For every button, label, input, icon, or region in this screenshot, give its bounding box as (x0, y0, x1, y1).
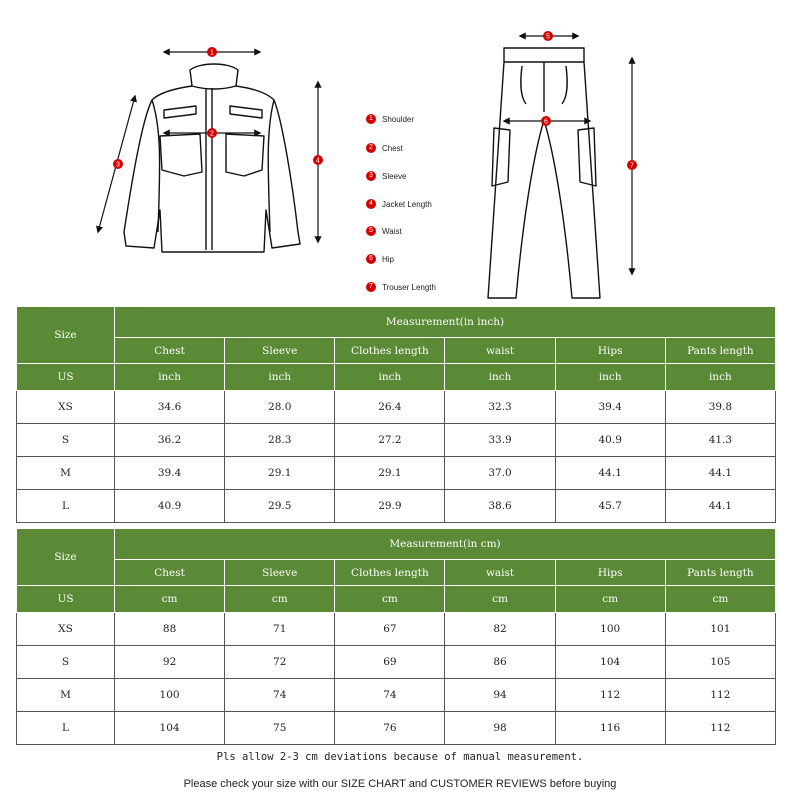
value-cell: 112 (665, 712, 775, 745)
size-cell: L (17, 490, 115, 523)
table-row (17, 613, 776, 646)
size-table-cm (16, 528, 776, 745)
column-header: Hips (555, 560, 665, 586)
column-header: waist (445, 338, 555, 364)
value-cell: 67 (335, 613, 445, 646)
legend-item-jacket-length: 4 Jacket Length (366, 197, 432, 211)
table-row (17, 457, 776, 490)
column-header: Chest (115, 560, 225, 586)
value-cell: 69 (335, 646, 445, 679)
size-table-inch (16, 306, 776, 523)
value-cell: 100 (555, 613, 665, 646)
value-cell: 44.1 (665, 457, 775, 490)
value-cell: 36.2 (115, 424, 225, 457)
size-cell: S (17, 424, 115, 457)
value-cell: 74 (225, 679, 335, 712)
value-cell: 29.1 (335, 457, 445, 490)
value-cell: 116 (555, 712, 665, 745)
unit-cell: inch (335, 364, 445, 391)
value-cell: 34.6 (115, 391, 225, 424)
value-cell: 29.5 (225, 490, 335, 523)
marker-trouser-length (627, 160, 637, 170)
size-cell: M (17, 457, 115, 490)
value-cell: 45.7 (555, 490, 665, 523)
measurement-title: Measurement(in cm) (115, 529, 776, 560)
unit-cell: inch (115, 364, 225, 391)
unit-label: US (17, 586, 115, 613)
unit-cell: inch (445, 364, 555, 391)
value-cell: 40.9 (555, 424, 665, 457)
value-cell: 112 (555, 679, 665, 712)
svg-text:7: 7 (630, 162, 634, 170)
measurement-title: Measurement(in inch) (115, 307, 776, 338)
unit-cell: cm (225, 586, 335, 613)
value-cell: 74 (335, 679, 445, 712)
value-cell: 98 (445, 712, 555, 745)
marker-sleeve (113, 159, 123, 169)
value-cell: 29.9 (335, 490, 445, 523)
value-cell: 112 (665, 679, 775, 712)
unit-cell: inch (665, 364, 775, 391)
value-cell: 88 (115, 613, 225, 646)
measurement-legend (366, 112, 476, 296)
value-cell: 94 (445, 679, 555, 712)
table-row (17, 646, 776, 679)
value-cell: 104 (555, 646, 665, 679)
value-cell: 101 (665, 613, 775, 646)
value-cell: 39.4 (555, 391, 665, 424)
unit-cell: inch (555, 364, 665, 391)
column-header: Clothes length (335, 560, 445, 586)
legend-item-shoulder: 1 Shoulder (366, 112, 414, 126)
marker-chest (207, 128, 217, 138)
unit-cell: cm (445, 586, 555, 613)
value-cell: 76 (335, 712, 445, 745)
unit-cell: cm (555, 586, 665, 613)
svg-text:6: 6 (544, 118, 548, 126)
table-row (17, 391, 776, 424)
column-header: Clothes length (335, 338, 445, 364)
value-cell: 29.1 (225, 457, 335, 490)
legend-item-waist: 5 Waist (366, 224, 402, 238)
column-header: Hips (555, 338, 665, 364)
svg-text:3: 3 (116, 161, 120, 169)
table-row (17, 424, 776, 457)
value-cell: 100 (115, 679, 225, 712)
marker-shoulder (207, 47, 217, 57)
unit-label: US (17, 364, 115, 391)
marker-waist (543, 31, 553, 41)
svg-text:2: 2 (210, 130, 214, 138)
value-cell: 38.6 (445, 490, 555, 523)
size-cell: S (17, 646, 115, 679)
table-row (17, 490, 776, 523)
size-cell: XS (17, 613, 115, 646)
value-cell: 28.3 (225, 424, 335, 457)
size-cell: XS (17, 391, 115, 424)
value-cell: 28.0 (225, 391, 335, 424)
unit-cell: cm (115, 586, 225, 613)
value-cell: 75 (225, 712, 335, 745)
table-row (17, 712, 776, 745)
value-cell: 92 (115, 646, 225, 679)
value-cell: 40.9 (115, 490, 225, 523)
value-cell: 39.4 (115, 457, 225, 490)
size-header: Size (17, 529, 115, 586)
size-cell: M (17, 679, 115, 712)
value-cell: 33.9 (445, 424, 555, 457)
unit-cell: cm (665, 586, 775, 613)
value-cell: 71 (225, 613, 335, 646)
value-cell: 44.1 (665, 490, 775, 523)
value-cell: 27.2 (335, 424, 445, 457)
trousers-drawing (488, 48, 600, 298)
value-cell: 44.1 (555, 457, 665, 490)
size-cell: L (17, 712, 115, 745)
value-cell: 26.4 (335, 391, 445, 424)
value-cell: 104 (115, 712, 225, 745)
value-cell: 82 (445, 613, 555, 646)
value-cell: 39.8 (665, 391, 775, 424)
column-header: Sleeve (225, 560, 335, 586)
size-check-note: Please check your size with our SIZE CHART and CUSTOMER REVIEWS before buying (183, 778, 617, 790)
column-header: Pants length (665, 560, 775, 586)
unit-cell: cm (335, 586, 445, 613)
size-header: Size (17, 307, 115, 364)
legend-item-trouser-length: 7 Trouser Length (366, 280, 436, 294)
marker-hip (541, 116, 551, 126)
jacket-drawing (124, 64, 300, 252)
value-cell: 37.0 (445, 457, 555, 490)
legend-item-sleeve: 3 Sleeve (366, 169, 406, 183)
value-cell: 105 (665, 646, 775, 679)
value-cell: 32.3 (445, 391, 555, 424)
deviation-note: Pls allow 2-3 cm deviations because of manual measurement. (216, 751, 584, 763)
legend-item-chest: 2 Chest (366, 141, 403, 155)
unit-cell: inch (225, 364, 335, 391)
column-header: Sleeve (225, 338, 335, 364)
value-cell: 41.3 (665, 424, 775, 457)
svg-text:1: 1 (210, 49, 214, 57)
value-cell: 72 (225, 646, 335, 679)
svg-text:5: 5 (546, 33, 550, 41)
column-header: Pants length (665, 338, 775, 364)
column-header: waist (445, 560, 555, 586)
marker-jacket-length (313, 155, 323, 165)
legend-item-hip: 6 Hip (366, 252, 394, 266)
table-row (17, 679, 776, 712)
column-header: Chest (115, 338, 225, 364)
svg-text:4: 4 (316, 157, 320, 165)
value-cell: 86 (445, 646, 555, 679)
